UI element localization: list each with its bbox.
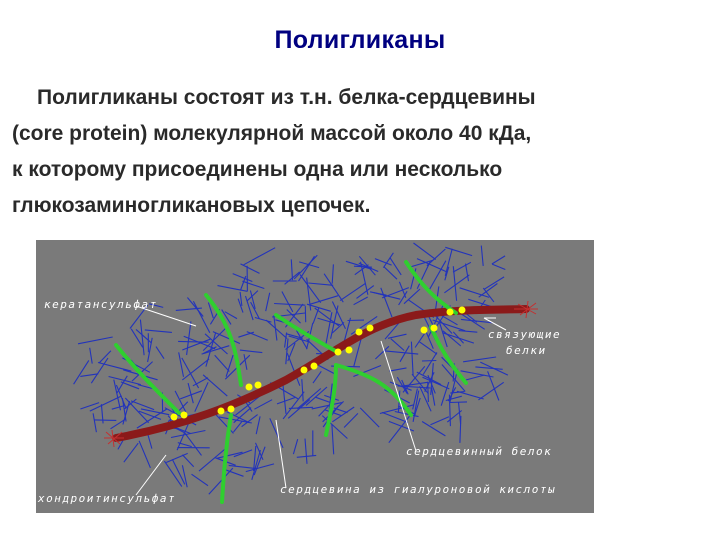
fiber-stroke [450,402,467,403]
fiber-stroke [125,398,148,423]
core-protein-label: сердцевинный белок [406,445,553,458]
core-protein-chains [116,262,466,502]
fiber-stroke [285,333,287,348]
fiber-stroke [422,361,436,362]
fiber-stroke [98,363,131,372]
fiber-stroke [192,474,209,486]
fiber-stroke [370,292,386,295]
fiber-stroke [254,400,272,410]
fiber-stroke [332,425,334,455]
fiber-stroke [241,264,260,274]
fiber-stroke [297,389,321,409]
fiber-stroke [145,330,172,333]
fiber-stroke [464,375,485,381]
fiber-stroke [313,308,319,324]
fiber-stroke [238,332,254,337]
fiber-stroke [446,396,462,400]
fiber-stroke [90,396,122,411]
fiber-stroke [182,455,193,467]
fiber-stroke [313,371,321,383]
fiber-stroke [256,416,260,434]
fiber-stroke [332,264,333,283]
fiber-stroke [310,296,338,305]
fiber-stroke [404,289,420,304]
fiber-stroke [475,367,502,369]
fiber-stroke [219,417,252,423]
fiber-stroke [182,358,199,388]
fiber-stroke [427,249,446,266]
fiber-stroke [283,383,286,414]
fiber-stroke [384,267,397,279]
fiber-stroke [234,421,243,432]
body-line: Полигликаны состоят из т.н. белка-сердцевины [37,86,536,109]
fiber-stroke [484,277,504,289]
fiber-stroke [226,355,233,377]
fiber-stroke [445,249,452,276]
fiber-stroke [391,339,404,351]
fiber-stroke [93,413,96,432]
diagram-canvas [36,240,594,513]
fiber-stroke [193,301,209,333]
fiber-stroke [402,382,429,386]
fiber-stroke [242,281,264,288]
fiber-stroke [492,264,505,269]
fiber-stroke [99,351,111,363]
fiber-stroke [390,368,407,371]
body-line: глюкозаминогликановых цепочек. [12,194,371,217]
fiber-stroke [360,408,379,427]
fiber-stroke [384,351,419,354]
fiber-stroke [256,443,264,460]
fiber-stroke [172,459,185,484]
fiber-stroke [445,247,472,255]
fiber-stroke [300,275,321,303]
fiber-stroke [390,257,401,275]
slide-body-text [12,80,712,224]
fiber-stroke [431,417,449,425]
fiber-stroke [453,262,471,272]
fiber-stroke [266,293,270,311]
fiber-stroke [282,292,293,312]
fiber-stroke [131,329,143,348]
fiber-stroke [78,337,113,344]
fiber-stroke [488,371,499,400]
fiber-stroke [293,439,297,454]
fiber-stroke [244,354,247,370]
fiber-stroke [156,347,164,359]
fiber-stroke [94,420,116,421]
fiber-stroke [414,243,436,260]
linking-proteins-label: связующие [488,328,562,341]
fiber-stroke [185,433,202,456]
fiber-stroke [247,332,268,341]
fiber-stroke [139,441,150,468]
fiber-stroke [288,343,295,361]
fiber-stroke [206,333,216,367]
fiber-stroke [140,320,144,356]
fiber-stroke [246,296,254,320]
fiber-stroke [466,264,469,282]
fiber-stroke [215,355,230,371]
fiber-stroke [415,334,424,348]
fiber-stroke [478,382,503,400]
fiber-stroke [457,391,484,399]
fiber-stroke [179,352,184,376]
fiber-stroke [90,348,93,364]
fiber-stroke [244,248,276,265]
fiber-stroke [171,431,205,438]
fiber-stroke [324,274,343,303]
fiber-stroke [459,331,478,333]
fiber-stroke [291,259,292,280]
fiber-stroke [344,413,358,427]
fiber-stroke [188,383,193,403]
fiber-stroke [340,283,365,300]
fiber-stroke [187,298,203,317]
fiber-stroke [224,469,243,476]
fiber-stroke [124,443,138,462]
slide-title: Полигликаны [274,26,446,54]
body-line: к которому присоединены одна или несколько [12,158,503,181]
fiber-stroke [381,288,392,317]
fiber-stroke [302,379,303,401]
proteoglycan-diagram [36,240,594,513]
fiber-stroke [277,398,295,404]
fiber-stroke [195,382,208,411]
fiber-stroke [480,362,508,375]
fiber-stroke [388,334,407,338]
fiber-stroke [420,342,437,354]
fiber-stroke [492,256,505,264]
fiber-stroke [481,246,483,266]
fiber-stroke [274,304,305,306]
fiber-stroke [74,360,89,384]
fiber-stroke [308,283,333,285]
fiber-stroke [354,297,368,305]
fiber-stroke [375,346,389,359]
fiber-stroke [411,342,413,376]
fiber-stroke [114,380,121,411]
fiber-stroke [218,286,248,292]
fiber-stroke [252,450,261,480]
keratan-sulfate-label: кератансульфат [44,298,158,311]
fiber-stroke [255,318,272,323]
fiber-stroke [306,387,327,405]
fiber-stroke [229,465,257,468]
fiber-stroke [112,405,126,409]
fiber-stroke [233,274,253,282]
chondroitin-sulfate-label: хондроитинсульфат [38,492,177,505]
fiber-stroke [177,424,188,451]
fiber-stroke [423,352,437,374]
hyaluronic-core-label: сердцевина из гиалуроновой кислоты [280,483,557,496]
linking-proteins-label: белки [506,344,547,357]
fiber-stroke [294,255,317,279]
fiber-stroke [399,291,408,305]
fiber-stroke [305,439,307,464]
body-line: (core protein) молекулярной массой около 40 кДа, [12,122,532,145]
fiber-stroke [166,453,188,462]
fiber-stroke [463,357,496,362]
fiber-stroke [240,350,262,353]
